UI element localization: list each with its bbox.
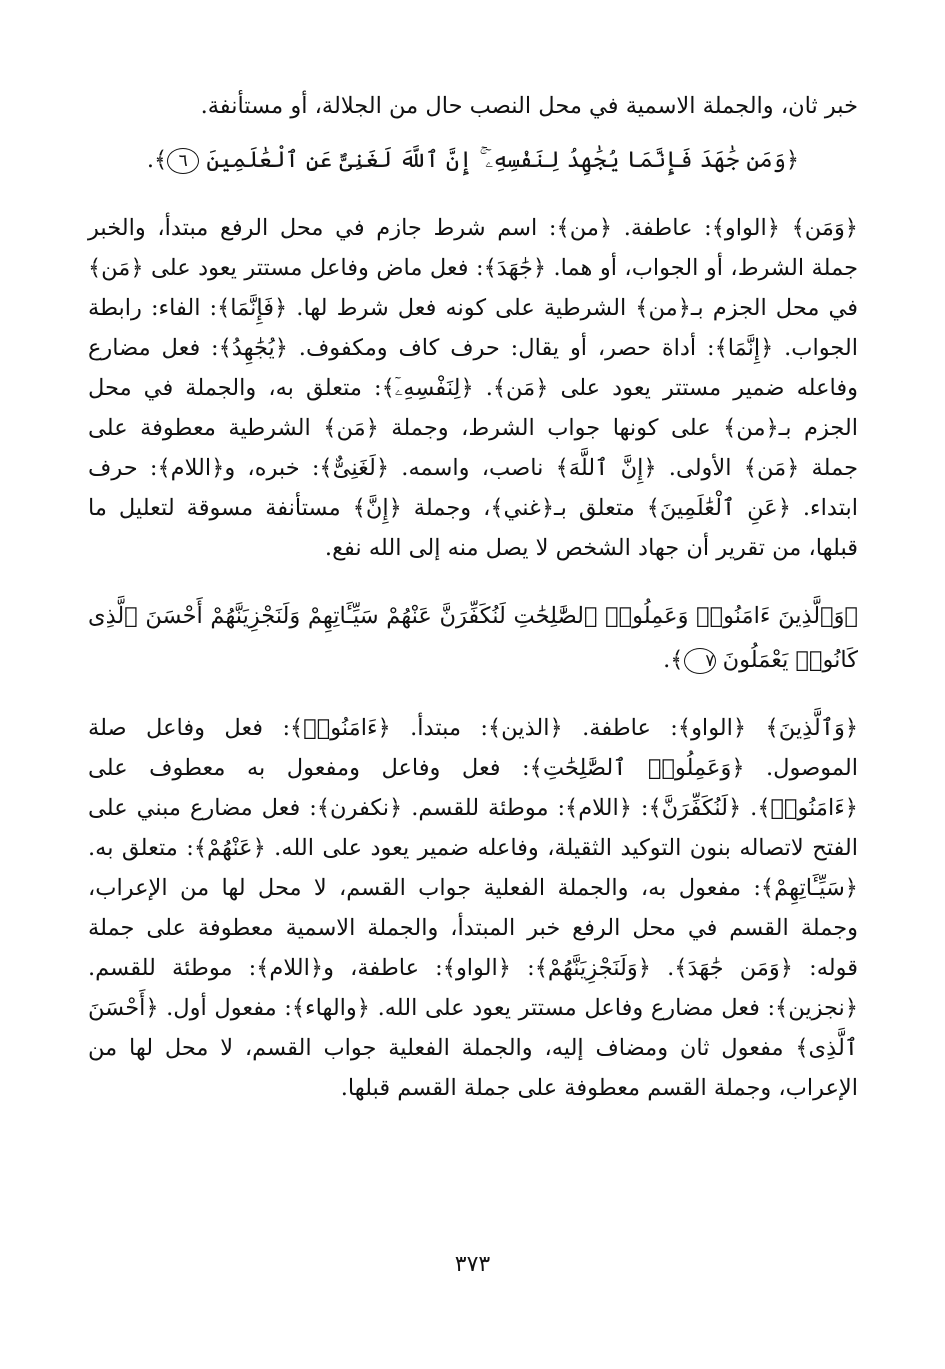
verse-close: ﴾. xyxy=(146,147,168,173)
paragraph-intro: خبر ثان، والجملة الاسمية في محل النصب حال من الجلالة، أو مستأنفة. xyxy=(200,93,858,119)
ayah-number-badge: ٦ xyxy=(167,148,199,174)
paragraph-irab-verse-6: ﴿وَمَن﴾ ﴿الواو﴾: عاطفة. ﴿من﴾: اسم شرط جازم في محل الرفع مبتدأ، والخبر جملة الشرط، أو الجواب، أو هما. ﴿جَٰهَدَ﴾: فعل ماض وفاعل مستتر يعود على ﴿مَن﴾ في محل الجزم بـ﴿من﴾ الشرطية على كونه فعل شرط لها. ﴿فَإِنَّمَا﴾: الفاء: رابطة الجواب. ﴿إِنَّمَا﴾: أداة حصر، أو يقال: حرف كاف ومكفوف. ﴿يُجَٰهِدُ﴾: فعل مضارع وفاعله ضمير مستتر يعود على ﴿مَن﴾. ﴿لِنَفْسِهِۦٓ﴾: متعلق به، والجملة في محل الجزم بـ﴿من﴾ على كونها جواب الشرط، وجملة ﴿مَن﴾ الشرطية معطوفة على جملة ﴿مَن﴾ الأولى. ﴿إِنَّ ٱللَّهَ﴾ ناصب، واسمه. ﴿لَغَنِىٌّ﴾: خبره، و﴿اللام﴾: حرف ابتداء. ﴿عَنِ ٱلْعَٰلَمِينَ﴾ متعلق بـ﴿غني﴾، وجملة ﴿إِنَّ﴾ مستأنفة مسوقة لتعليل ما قبلها، من تقرير أن جهاد الشخص لا يصل منه إلى الله نفع. xyxy=(88,215,858,561)
verse-text: ﴿وَٱلَّذِينَ ءَامَنُوا۟ وَعَمِلُوا۟ ٱلصَّٰلِحَٰتِ لَنُكَفِّرَنَّ عَنْهُمْ سَيِّـَٔاتِهِمْ وَلَنَجْزِيَنَّهُمْ أَحْسَنَ ٱلَّذِى كَانُوا۟ يَعْمَلُونَ xyxy=(88,603,858,673)
ayah-number-badge: ٧ xyxy=(684,648,716,674)
quran-verse-7 xyxy=(88,594,858,682)
verse-text: ﴿وَمَن جَٰهَدَ فَإِنَّمَا يُجَٰهِدُ لِنَفْسِهِۦٓ ۚ إِنَّ ٱللَّهَ لَغَنِىٌّ عَنِ ٱلْعَٰلَمِينَ xyxy=(206,147,800,173)
paragraph-irab-verse-7: ﴿وَٱلَّذِينَ﴾ ﴿الواو﴾: عاطفة. ﴿الذين﴾: مبتدأ. ﴿ءَامَنُوا۟﴾: فعل وفاعل صلة الموصول. ﴿وَعَمِلُوا۟ ٱلصَّٰلِحَٰتِ﴾: فعل وفاعل ومفعول به معطوف على ﴿ءَامَنُوا۟﴾. ﴿لَنُكَفِّرَنَّ﴾: ﴿اللام﴾: موطئة للقسم. ﴿نكفرن﴾: فعل مضارع مبني على الفتح لاتصاله بنون التوكيد الثقيلة، وفاعله ضمير يعود على الله. ﴿عَنْهُمْ﴾: متعلق به. ﴿سَيِّـَٔاتِهِمْ﴾: مفعول به، والجملة الفعلية جواب القسم، لا محل لها من الإعراب، وجملة القسم في محل الرفع خبر المبتدأ، والجملة الاسمية معطوفة على جملة قوله: ﴿وَمَن جَٰهَدَ﴾. ﴿وَلَنَجْزِيَنَّهُمْ﴾: ﴿الواو﴾: عاطفة، و﴿اللام﴾: موطئة للقسم. ﴿نجزين﴾: فعل مضارع وفاعل مستتر يعود على الله. ﴿والهاء﴾: مفعول أول. ﴿أَحْسَنَ ٱلَّذِى﴾ مفعول ثان ومضاف إليه، والجملة الفعلية جواب القسم، لا محل لها من الإعراب، وجملة القسم معطوفة على جملة القسم قبلها. xyxy=(88,715,858,1101)
page-number: ٣٧٣ xyxy=(454,1252,491,1277)
verse-close: ﴾. xyxy=(663,647,684,673)
quran-verse-6 xyxy=(88,138,858,182)
page-body xyxy=(88,86,858,1346)
